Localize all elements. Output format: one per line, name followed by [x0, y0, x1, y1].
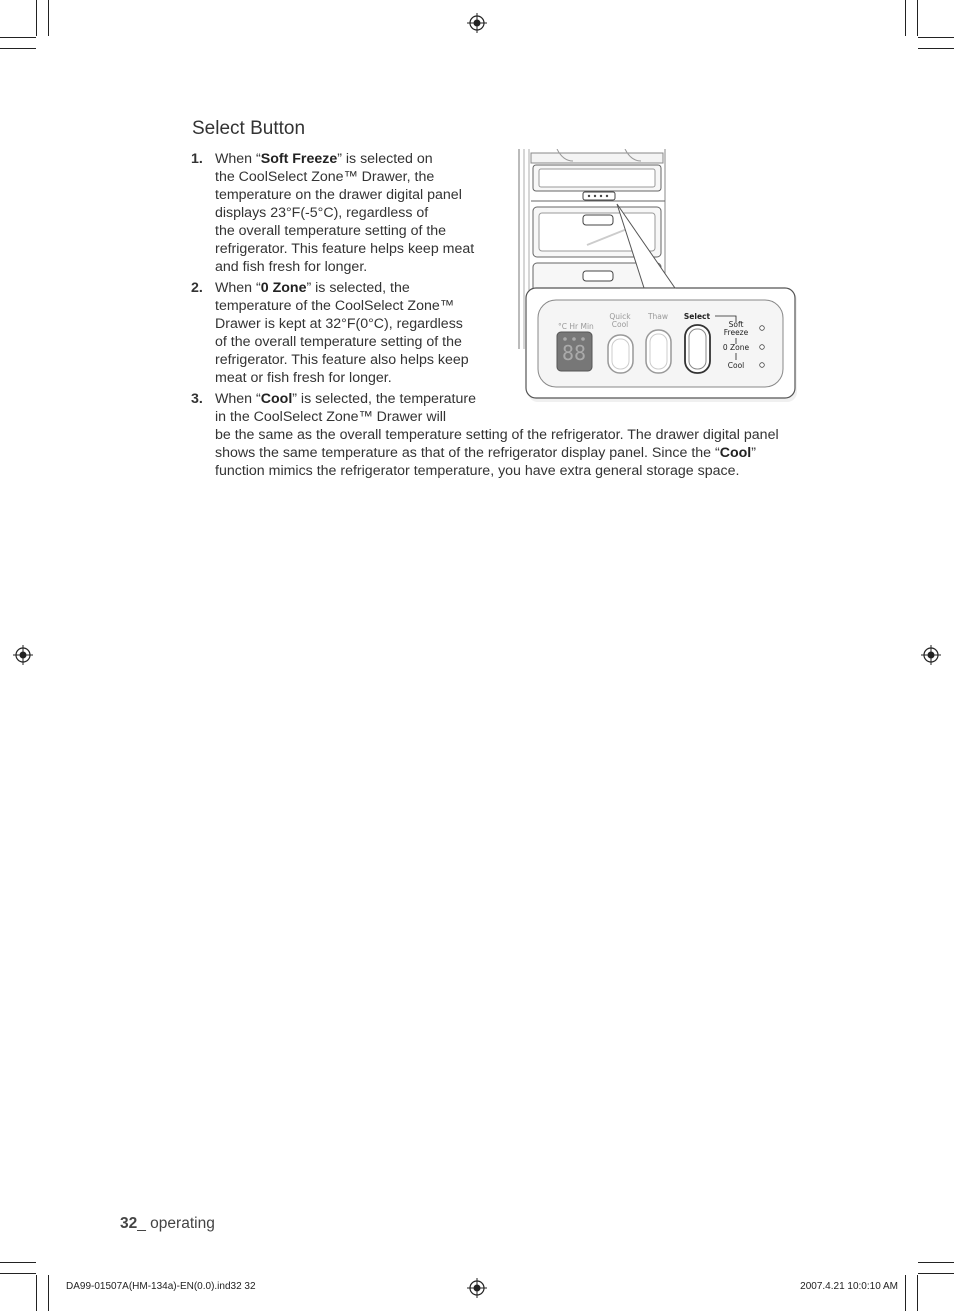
item-line: the CoolSelect Zone™ Drawer, the [215, 169, 435, 185]
item-line: the overall temperature setting of the [215, 223, 447, 239]
item-text [215, 150, 474, 276]
page-footer [120, 1215, 215, 1233]
quick-cool-label-bottom: Cool [611, 320, 629, 329]
item-line: displays 23°F(-5°C), regardless of [215, 205, 429, 221]
item-line: When “Cool” is selected, the temperature [215, 391, 477, 407]
control-panel-callout [526, 288, 797, 402]
print-slug-file: DA99-01507A(HM-134a)-EN(0.0).ind32 32 [66, 1281, 256, 1292]
zero-zone-label: 0 Zone [722, 343, 750, 352]
drawer-panel-illustration [517, 149, 802, 411]
item-line: in the CoolSelect Zone™ Drawer will [215, 409, 447, 425]
cool-label: Cool [727, 361, 745, 370]
item-line: and fish fresh for longer. [215, 259, 368, 275]
cool-indicator-icon [760, 363, 765, 368]
option-name: Cool [719, 445, 752, 461]
unit-label: °C Hr Min [558, 322, 594, 331]
item-line: meat or fish fresh for longer. [215, 370, 392, 386]
thaw-label: Thaw [647, 312, 669, 321]
quick-cool-label-top: Quick [609, 312, 631, 321]
section-name: _ operating [137, 1215, 215, 1232]
item-line: shows the same temperature as that of the refrigerator display panel. Since the “Cool” [215, 445, 756, 461]
page-number: 32 [120, 1215, 138, 1232]
item-line: When “0 Zone” is selected, the [215, 280, 410, 296]
item-line: Drawer is kept at 32°F(0°C), regardless [215, 316, 463, 332]
item-text [215, 279, 469, 387]
zero-zone-indicator-icon [760, 345, 765, 350]
item-number: 1. [191, 151, 203, 167]
option-name: Soft Freeze [260, 151, 338, 167]
select-label: Select [683, 312, 711, 321]
registration-mark-icon [467, 1278, 487, 1298]
soft-freeze-indicator-icon [760, 326, 765, 331]
soft-freeze-label-top: Soft [728, 320, 744, 329]
item-line: be the same as the overall temperature setting of the refrigerator. The drawer digital panel [215, 427, 779, 443]
registration-mark-icon [467, 13, 487, 33]
registration-mark-icon [921, 645, 941, 665]
item-number: 2. [191, 280, 203, 296]
display-digits: 88 [561, 341, 587, 365]
soft-freeze-label-bottom: Freeze [723, 328, 749, 337]
registration-mark-icon [13, 645, 33, 665]
page-title: Select Button [192, 118, 306, 139]
option-name: 0 Zone [260, 280, 307, 296]
print-slug-date: 2007.4.21 10:0:10 AM [800, 1281, 898, 1292]
item-line: temperature on the drawer digital panel [215, 187, 462, 203]
option-name: Cool [260, 391, 293, 407]
item-line: temperature of the CoolSelect Zone™ [215, 298, 454, 314]
item-line: of the overall temperature setting of the [215, 334, 462, 350]
item-number: 3. [191, 391, 203, 407]
item-line: refrigerator. This feature also helps keep [215, 352, 469, 368]
item-line: refrigerator. This feature helps keep meat [215, 241, 475, 257]
item-line: function mimics the refrigerator temperature, you have extra general storage space. [215, 463, 740, 479]
item-line: When “Soft Freeze” is selected on [215, 151, 433, 167]
